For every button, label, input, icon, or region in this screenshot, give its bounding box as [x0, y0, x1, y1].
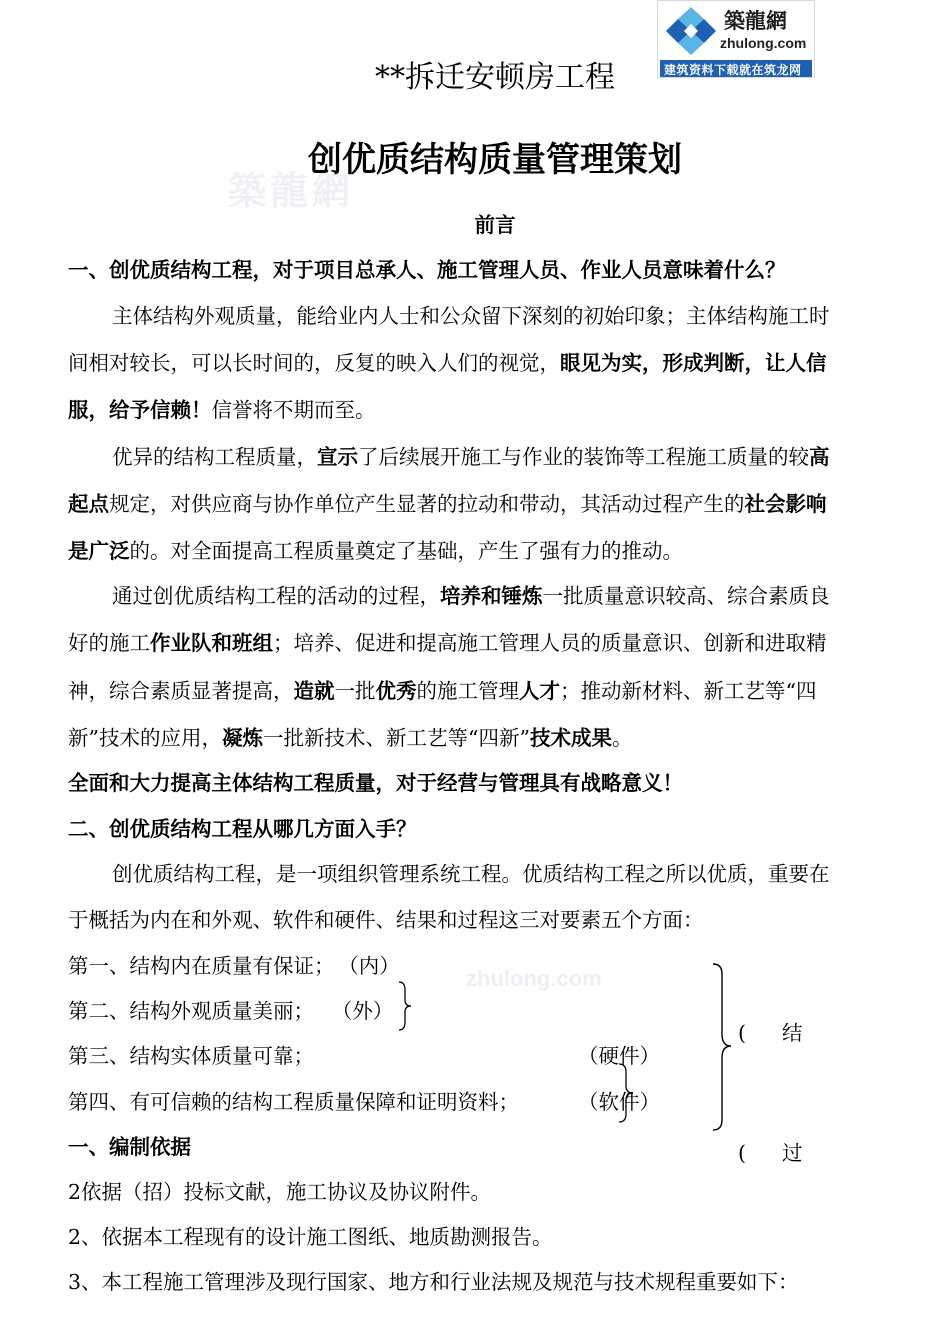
section-heading-2: 二、创优质结构工程从哪几方面入手？: [68, 817, 417, 841]
document-title: 创优质结构质量管理策划: [308, 140, 682, 180]
section-heading-basis: 一、编制依据: [68, 1135, 191, 1159]
list-item-tag: （硬件）: [578, 1044, 660, 1068]
paragraph-1-line-3: 服，给予信赖！信誉将不期而至。: [68, 398, 376, 422]
basis-item: 2、依据本工程现有的设计施工图纸、地质勘测报告。: [68, 1225, 553, 1249]
zhulong-emblem-icon: [664, 5, 718, 57]
list-item-tag: （软件）: [578, 1090, 660, 1114]
paragraph-2-line-2: 起点规定，对供应商与协作单位产生显著的拉动和带动，其活动过程产生的社会影响: [68, 492, 827, 516]
logo-brand-cn: 築龍網: [724, 9, 787, 33]
watermark-logo: 築龍網: [228, 169, 355, 213]
paragraph-3-line-2: 好的施工作业队和班组；培养、促进和提高施工管理人员的质量意识、创新和进取精: [68, 631, 827, 655]
paragraph-3-line-3: 神，综合素质显著提高，造就一批优秀的施工管理人才；推动新材料、新工艺等“四: [68, 679, 817, 703]
list-item: 第一、结构内在质量有保证； （内）: [68, 954, 400, 978]
paragraph-2-line-1: 优异的结构工程质量，宣示了后续展开施工与作业的装饰等工程施工质量的较高: [112, 445, 830, 469]
emphasis-statement: 全面和大力提高主体结构工程质量，对于经营与管理具有战略意义！: [68, 771, 683, 795]
right-paren-2: (: [738, 1141, 746, 1165]
right-paren-1: (: [738, 1021, 746, 1045]
list-item: 第四、有可信赖的结构工程质量保障和证明资料；: [68, 1090, 519, 1114]
section-heading-1: 一、创优质结构工程，对于项目总承人、施工管理人员、作业人员意味着什么？: [68, 258, 786, 282]
paragraph-2-line-3: 是广泛的。对全面提高工程质量奠定了基础，产生了强有力的推动。: [68, 539, 683, 563]
right-char-result: 结: [782, 1021, 803, 1045]
basis-item: 3、本工程施工管理涉及现行国家、地方和行业法规及规范与技术规程重要如下：: [68, 1270, 799, 1294]
paragraph-4-line-2: 于概括为内在和外观、软件和硬件、结果和过程这三对要素五个方面：: [68, 908, 704, 932]
paragraph-4-line-1: 创优质结构工程，是一项组织管理系统工程。优质结构工程之所以优质，重要在: [112, 862, 830, 886]
brace-hardware-software: [616, 1062, 636, 1124]
list-item: 第三、结构实体质量可靠；: [68, 1044, 314, 1068]
paragraph-1-line-1: 主体结构外观质量，能给业内人士和公众留下深刻的初始印象；主体结构施工时: [112, 304, 830, 328]
logo-brand-en: zhulong.com: [720, 35, 807, 51]
paragraph-1-line-2: 间相对较长，可以长时间的，反复的映入人们的视觉，眼见为实，形成判断，让人信: [68, 351, 827, 375]
brace-large: [710, 962, 734, 1132]
right-char-process: 过: [782, 1141, 803, 1165]
paragraph-3-line-4: 新”技术的应用，凝炼一批新技术、新工艺等“四新”技术成果。: [68, 726, 633, 750]
paragraph-3-line-1: 通过创优质结构工程的活动的过程，培养和锤炼一批质量意识较高、综合素质良: [112, 584, 830, 608]
list-item: 第二、结构外观质量美丽； （外）: [68, 999, 394, 1023]
logo-slogan: 建筑资料下载就在筑龙网: [664, 63, 802, 77]
watermark-url: zhulong.com: [466, 966, 602, 991]
brace-inner-outer: [396, 980, 414, 1032]
basis-item: 2依据（招）投标文献，施工协议及协议附件。: [68, 1180, 492, 1204]
preface-heading: 前言: [474, 213, 516, 237]
project-title: **拆迁安顿房工程: [375, 60, 615, 95]
